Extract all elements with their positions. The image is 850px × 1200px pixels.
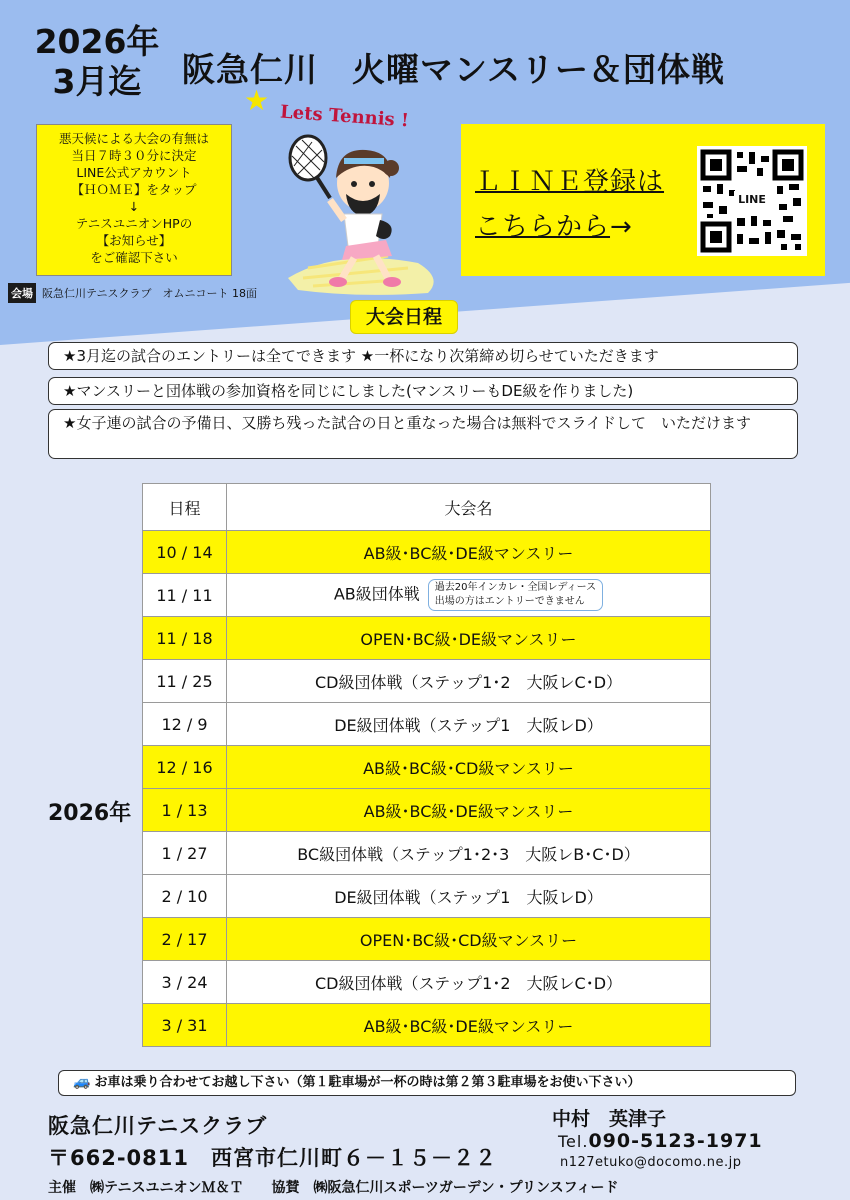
event-name-text: CD級団体戦（ステップ1･2 大阪レC･D） [314,973,623,993]
schedule-row [143,703,711,746]
schedule-event-name [227,617,711,660]
schedule-row [143,789,711,832]
tennis-player-illustration [268,128,458,298]
section-title-badge: 大会日程 [350,300,458,334]
venue-text: 阪急仁川テニスクラブ オムニコート 18面 [42,287,258,300]
schedule-date: 12 / 16 [143,746,227,789]
page-title: 阪急仁川 火曜マンスリー＆団体戦 [182,50,726,89]
schedule-row [143,617,711,660]
sponsor-line: 主催 ㈱テニスユニオンＭ＆Ｔ 協賛 ㈱阪急仁川スポーツガーデン・プリンスフィード [48,1180,619,1196]
header-event-name: 大会名 [227,484,711,531]
schedule-event-name [227,789,711,832]
schedule-date: 1 / 13 [143,789,227,832]
schedule-event-name [227,746,711,789]
header-date: 日程 [143,484,227,531]
contact-name: 中村 英津子 [552,1108,667,1130]
parking-notice: 🚙 お車は乗り合わせてお越し下さい（第１駐車場が一杯の時は第２第３駐車場をお使い下さい） [58,1070,796,1096]
event-name-text: OPEN･BC級･CD級マンスリー [359,930,578,950]
venue-info [8,283,257,303]
note-entry: ★3月迄の試合のエントリーは全てできます ★一杯になり次第締め切らせていただきます [48,342,798,370]
lets-tennis-text: Lets Tennis ! [279,101,410,132]
schedule-table [142,483,711,1047]
schedule-event-name [227,531,711,574]
line-register-box[interactable] [461,124,825,276]
club-address: 〒662-0811 西宮市仁川町６－１５－２２ [48,1146,497,1170]
schedule-row [143,660,711,703]
schedule-row [143,918,711,961]
note-eligibility: ★マンスリーと団体戦の参加資格を同じにしました(マンスリーもDE級を作りました) [48,377,798,405]
schedule-row [143,832,711,875]
event-name-text: AB級･BC級･DE級マンスリー [363,801,574,821]
schedule-date: 2 / 10 [143,875,227,918]
club-name: 阪急仁川テニスクラブ [48,1114,268,1138]
event-name-text: AB級･BC級･DE級マンスリー [363,543,574,563]
qr-line-label: LINE [734,191,770,209]
event-name-text: AB級団体戦 [333,584,420,604]
event-name-text: OPEN･BC級･DE級マンスリー [360,629,577,649]
note-slide: ★女子連の試合の予備日、又勝ち残った試合の日と重なった場合は無料でスライドして いただけます [48,409,798,459]
schedule-event-name [227,832,711,875]
eligibility-note: 過去20年インカレ・全国レディース 出場の方はエントリーできません [428,579,603,611]
event-name-text: AB級･BC級･DE級マンスリー [363,1016,574,1036]
event-name-text: DE級団体戦（ステップ1 大阪レD） [334,715,603,735]
schedule-row [143,875,711,918]
line-register-text[interactable]: ＬＩＮＥ登録は こちらから→ [475,167,665,242]
schedule-date: 1 / 27 [143,832,227,875]
schedule-date: 10 / 14 [143,531,227,574]
schedule-row [143,574,711,617]
star-icon: ★ [244,84,270,117]
schedule-date: 3 / 31 [143,1004,227,1047]
schedule-date: 11 / 25 [143,660,227,703]
schedule-event-name [227,918,711,961]
schedule-event-name [227,574,711,617]
schedule-event-name [227,961,711,1004]
schedule-date: 3 / 24 [143,961,227,1004]
schedule-date: 12 / 9 [143,703,227,746]
schedule-event-name [227,660,711,703]
event-name-text: CD級団体戦（ステップ1･2 大阪レC･D） [314,672,623,692]
event-name-text: AB級･BC級･CD級マンスリー [363,758,574,778]
schedule-date: 11 / 11 [143,574,227,617]
schedule-event-name [227,1004,711,1047]
schedule-event-name [227,875,711,918]
schedule-row [143,531,711,574]
schedule-row [143,746,711,789]
schedule-date: 2 / 17 [143,918,227,961]
year-title: 2026年 3月迄 [34,22,160,101]
schedule-row [143,1004,711,1047]
event-name-text: DE級団体戦（ステップ1 大阪レD） [334,887,603,907]
schedule-year-label: 2026年 [48,801,132,826]
schedule-date: 11 / 18 [143,617,227,660]
schedule-event-name [227,703,711,746]
contact-tel: Tel.090-5123-1971 [558,1130,763,1152]
schedule-row [143,961,711,1004]
contact-email[interactable]: n127etuko@docomo.ne.jp [560,1155,742,1170]
weather-notice-box: 悪天候による大会の有無は 当日７時３０分に決定 LINE公式アカウント 【ＨＯＭＥ】をタップ ↓ テニスユニオンHPの 【お知らせ】 をご確認下さい [36,124,232,276]
event-name-text: BC級団体戦（ステップ1･2･3 大阪レB･C･D） [297,844,640,864]
venue-tag: 会場 [8,283,36,303]
car-icon: 🚙 [73,1074,91,1090]
